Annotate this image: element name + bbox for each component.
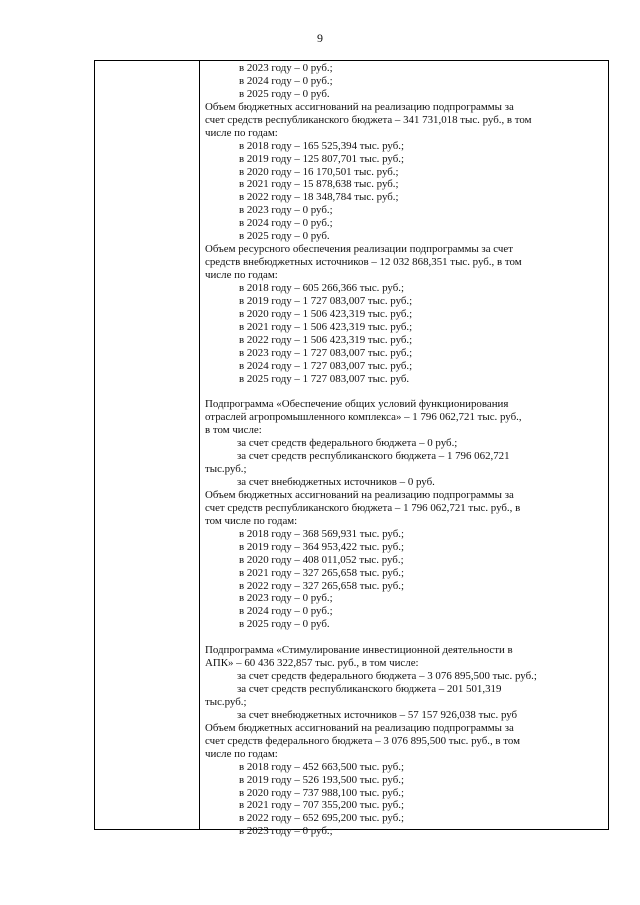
paragraph-gap xyxy=(205,631,605,644)
text-line: за счет средств республиканского бюджета – 1 796 062,721 xyxy=(237,450,510,463)
text-line: Объем бюджетных ассигнований на реализацию подпрограммы за xyxy=(205,100,514,113)
text-line: Объем бюджетных ассигнований на реализацию подпрограммы за xyxy=(205,721,514,734)
text-line: в том числе: xyxy=(205,424,262,437)
text-line: в 2022 году – 18 348,784 тыс. руб.; xyxy=(239,191,399,204)
text-line: в 2023 году – 1 727 083,007 тыс. руб.; xyxy=(239,346,413,359)
text-line: Подпрограмма «Обеспечение общих условий функционирования xyxy=(205,398,509,411)
text-line: в 2024 году – 0 руб.; xyxy=(239,217,333,230)
text-line: Объем ресурсного обеспечения реализации подпрограммы за счет xyxy=(205,243,513,256)
text-line: в 2024 году – 0 руб.; xyxy=(239,605,333,618)
text-line: в 2023 году – 0 руб.; xyxy=(239,825,333,838)
text-line: в 2018 году – 605 266,366 тыс. руб.; xyxy=(239,281,404,294)
text-line: Подпрограмма «Стимулирование инвестиционной деятельности в xyxy=(205,644,513,657)
text-line: Объем бюджетных ассигнований на реализацию подпрограммы за xyxy=(205,488,514,501)
text-line: в 2022 году – 1 506 423,319 тыс. руб.; xyxy=(239,333,413,346)
text-line: в 2023 году – 0 руб.; xyxy=(239,592,333,605)
text-line: счет средств республиканского бюджета – 1 796 062,721 тыс. руб., в xyxy=(205,501,521,514)
text-line: в 2018 году – 165 525,394 тыс. руб.; xyxy=(239,139,404,152)
text-line: за счет внебюджетных источников – 57 157 926,038 тыс. руб xyxy=(237,708,518,721)
column-divider xyxy=(199,61,200,829)
text-line: в 2023 году – 0 руб.; xyxy=(239,204,333,217)
text-line: за счет средств федерального бюджета – 3 076 895,500 тыс. руб.; xyxy=(237,670,537,683)
text-line: в 2023 году – 0 руб.; xyxy=(239,62,333,74)
page-number: 9 xyxy=(317,31,323,45)
text-line: числе по годам: xyxy=(205,269,278,281)
text-line: в 2018 году – 452 663,500 тыс. руб.; xyxy=(239,760,404,773)
text-line: счет средств республиканского бюджета – 341 731,018 тыс. руб., в том xyxy=(205,113,532,126)
table-content-cell xyxy=(205,62,605,838)
text-line: в 2021 году – 707 355,200 тыс. руб.; xyxy=(239,799,404,812)
text-line: счет средств федерального бюджета – 3 076 895,500 тыс. руб., в том xyxy=(205,734,521,747)
text-line: в 2024 году – 0 руб.; xyxy=(239,74,333,87)
text-line: отраслей агропромышленного комплекса» – 1 796 062,721 тыс. руб., xyxy=(205,411,522,424)
text-line: в 2019 году – 125 807,701 тыс. руб.; xyxy=(239,152,404,165)
text-line: в 2020 году – 1 506 423,319 тыс. руб.; xyxy=(239,307,413,320)
text-line: за счет средств республиканского бюджета – 201 501,319 xyxy=(237,683,502,695)
text-line: в 2021 году – 327 265,658 тыс. руб.; xyxy=(239,566,404,579)
text-line: в 2025 году – 0 руб. xyxy=(239,230,330,243)
text-line: в 2019 году – 364 953,422 тыс. руб.; xyxy=(239,540,404,553)
text-line: числе по годам: xyxy=(205,126,278,139)
text-line: в 2025 году – 1 727 083,007 тыс. руб. xyxy=(239,372,410,385)
text-line: в 2024 году – 1 727 083,007 тыс. руб.; xyxy=(239,359,413,372)
text-line: в 2019 году – 526 193,500 тыс. руб.; xyxy=(239,773,404,786)
text-line: АПК» – 60 436 322,857 тыс. руб., в том числе: xyxy=(205,657,419,670)
document-table xyxy=(94,60,609,838)
text-line: в 2020 году – 408 011,052 тыс. руб.; xyxy=(239,553,404,566)
text-line: тыс.руб.; xyxy=(205,695,247,708)
text-line: в 2020 году – 737 988,100 тыс. руб.; xyxy=(239,786,404,799)
text-line: в 2018 году – 368 569,931 тыс. руб.; xyxy=(239,527,404,540)
text-line: в 2021 году – 15 878,638 тыс. руб.; xyxy=(239,178,399,191)
text-line: в 2022 году – 652 695,200 тыс. руб.; xyxy=(239,812,404,825)
text-line: в 2021 году – 1 506 423,319 тыс. руб.; xyxy=(239,320,413,333)
text-line: в 2020 году – 16 170,501 тыс. руб.; xyxy=(239,165,399,178)
text-line: том числе по годам: xyxy=(205,514,298,527)
text-line: в 2019 году – 1 727 083,007 тыс. руб.; xyxy=(239,294,413,307)
text-line: за счет средств федерального бюджета – 0 руб.; xyxy=(237,437,458,450)
text-line: за счет внебюджетных источников – 0 руб. xyxy=(237,476,435,488)
text-line: в 2025 году – 0 руб. xyxy=(239,618,330,631)
text-line: средств внебюджетных источников – 12 032 868,351 тыс. руб., в том xyxy=(205,256,522,269)
text-line: числе по годам: xyxy=(205,747,278,760)
paragraph-gap xyxy=(205,385,605,398)
text-line: в 2025 году – 0 руб. xyxy=(239,87,330,100)
text-line: в 2022 году – 327 265,658 тыс. руб.; xyxy=(239,579,404,592)
text-line: тыс.руб.; xyxy=(205,463,247,476)
